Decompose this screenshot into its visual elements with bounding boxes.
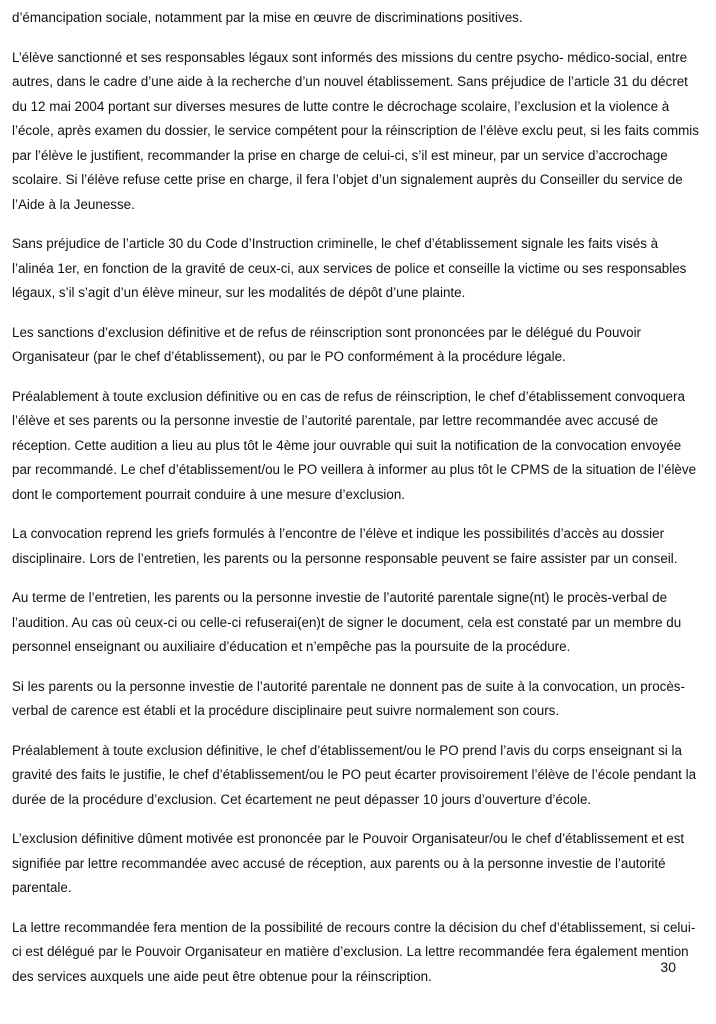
document-body [12,6,700,1004]
paragraph: L’élève sanctionné et ses responsables légaux sont informés des missions du centre psycho- médico-social, entre autres, dans le cadre d’une aide à la recherche d’un nouvel établissement. Sans préjudice de l’article 31 du décret du 12 mai 2004 portant sur diverses mesures de lutte contre le décrochage scolaire, l’exclusion et la violence à l’école, après examen du dossier, le service compétent pour la réinscription de l’élève exclu peut, si les faits commis par l’élève le justifient, recommander la prise en charge de celui-ci, s’il est mineur, par un service d’accrochage scolaire. Si l’élève refuse cette prise en charge, il fera l’objet d’un signalement auprès du Conseiller du service de l’Aide à la Jeunesse. [12,49,699,212]
paragraph: L’exclusion définitive dûment motivée est prononcée par le Pouvoir Organisateur/ou le chef d’établissement et est signifiée par lettre recommandée avec accusé de réception, aux parents ou à la personne investie de l’autorité parentale. [12,831,685,895]
paragraph: La lettre recommandée fera mention de la possibilité de recours contre la décision du chef d’établissement, si celui-ci est délégué par le Pouvoir Organisateur en matière d’exclusion. La lettre recommandée fera également mention des services auxquels une aide peut être obtenue pour la réinscription. [12,919,696,984]
paragraph: Préalablement à toute exclusion définitive, le chef d’établissement/ou le PO prend l’avis du corps enseignant si la gravité des faits le justifie, le chef d’établissement/ou le PO peut écarter provisoirement l’élève de l’école pendant la durée de la procédure d’exclusion. Cet écartement ne peut dépasser 10 jours d’ouverture d’école. [12,742,697,807]
paragraph: Au terme de l’entretien, les parents ou la personne investie de l’autorité parentale signe(nt) le procès-verbal de l’audition. Au cas où ceux-ci ou celle-ci refuserai(en)t de signer le document, cela est constaté par un membre du personnel enseignant ou auxiliaire d’éducation et n’empêche pas la poursuite de la procédure. [12,590,682,654]
page-number: 30 [660,959,676,975]
paragraph: Préalablement à toute exclusion définitive ou en cas de refus de réinscription, le chef d’établissement convoquera l’élève et ses parents ou la personne investie de l’autorité parentale, par lettre recommandée avec accusé de réception. Cette audition a lieu au plus tôt le 4ème jour ouvrable qui suit la notification de la convocation envoyée par recommandé. Le chef d’établissement/ou le PO veillera à informer au plus tôt le CPMS de la situation de l’élève dont le comportement pourrait conduire à une mesure d’exclusion. [12,388,697,502]
paragraph: Les sanctions d’exclusion définitive et de refus de réinscription sont prononcées par le délégué du Pouvoir Organisateur (par le chef d’établissement), ou par le PO conformément à la procédure légale. [12,324,642,364]
paragraph: d’émancipation sociale, notamment par la mise en œuvre de discriminations positives. [12,10,523,25]
paragraph: Sans préjudice de l’article 30 du Code d’Instruction criminelle, le chef d’établissement signale les faits visés à l’alinéa 1er, en fonction de la gravité de ceux-ci, aux services de police et conseille la victime ou ses responsables légaux, s’il s’agit d’un élève mineur, sur les modalités de dépôt d’une plainte. [12,236,687,300]
paragraph: La convocation reprend les griefs formulés à l’encontre de l’élève et indique les possibilités d’accès au dossier disciplinaire. Lors de l’entretien, les parents ou la personne responsable peuvent se faire assister par un conseil. [12,526,678,566]
paragraph: Si les parents ou la personne investie de l’autorité parentale ne donnent pas de suite à la convocation, un procès-verbal de carence est établi et la procédure disciplinaire peut suivre normalement son cours. [12,678,685,718]
